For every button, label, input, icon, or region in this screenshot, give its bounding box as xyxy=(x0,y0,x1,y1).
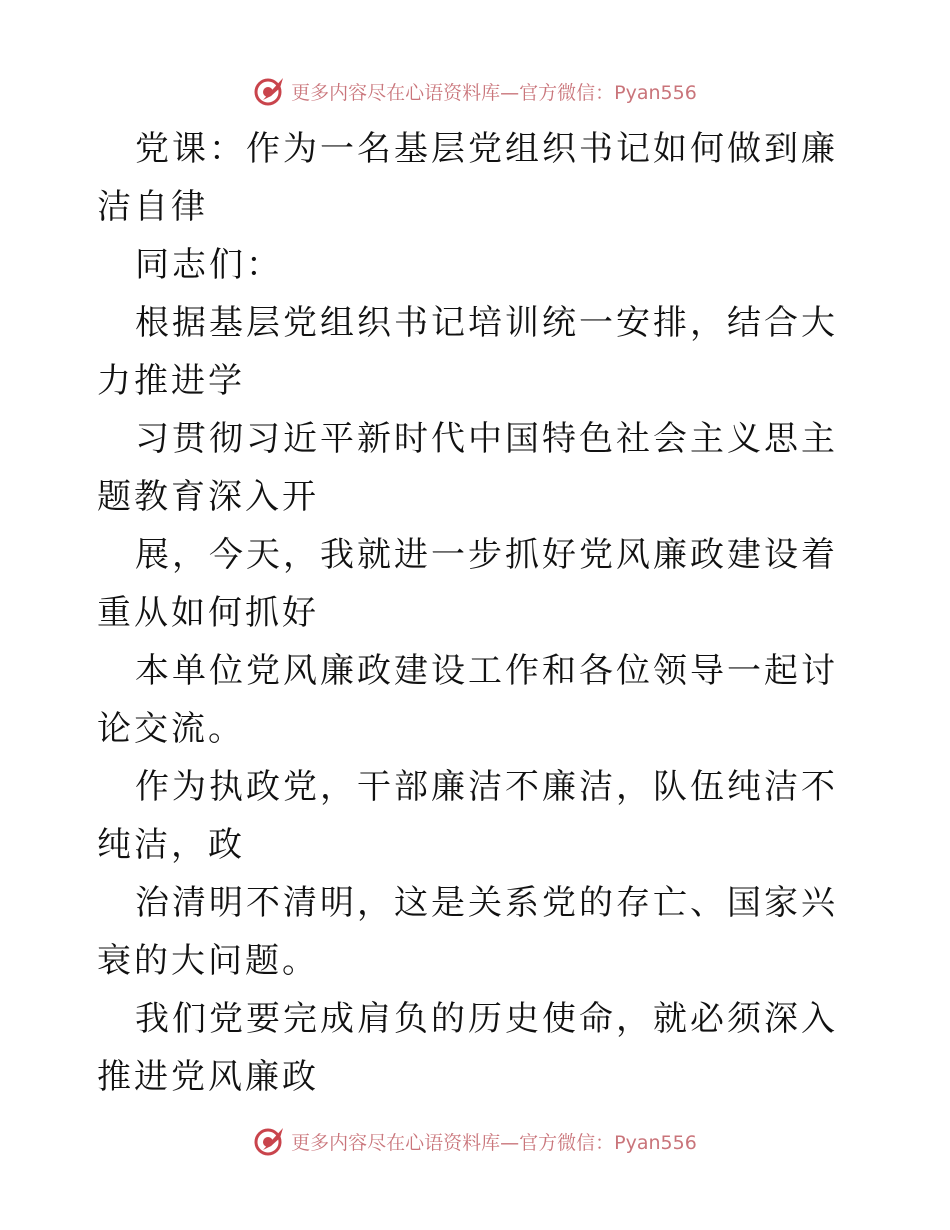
paragraph: 作为执政党，干部廉洁不廉洁，队伍纯洁不纯洁，政 xyxy=(97,767,838,865)
paragraph: 治清明不清明，这是关系党的存亡、国家兴衰的大问题。 xyxy=(97,883,838,981)
paragraph: 我们党要完成肩负的历史使命，就必须深入推进党风廉政 xyxy=(97,999,838,1097)
salutation: 同志们： xyxy=(135,245,283,285)
quill-pen-logo-icon xyxy=(253,74,287,108)
footer-watermark xyxy=(0,1121,950,1161)
watermark-text: 更多内容尽在心语资料库—官方微信：Pyan556 xyxy=(291,1131,697,1154)
quill-pen-logo-icon xyxy=(253,1124,287,1158)
document-body xyxy=(97,120,857,1106)
paragraph: 本单位党风廉政建设工作和各位领导一起讨论交流。 xyxy=(97,651,838,749)
header-watermark xyxy=(0,71,950,111)
document-title: 党课：作为一名基层党组织书记如何做到廉洁自律 xyxy=(97,129,838,227)
watermark-text: 更多内容尽在心语资料库—官方微信：Pyan556 xyxy=(291,81,697,104)
paragraph: 根据基层党组织书记培训统一安排，结合大力推进学 xyxy=(97,303,838,401)
paragraph: 展，今天，我就进一步抓好党风廉政建设着重从如何抓好 xyxy=(97,535,838,633)
paragraph: 习贯彻习近平新时代中国特色社会主义思主题教育深入开 xyxy=(97,419,838,517)
